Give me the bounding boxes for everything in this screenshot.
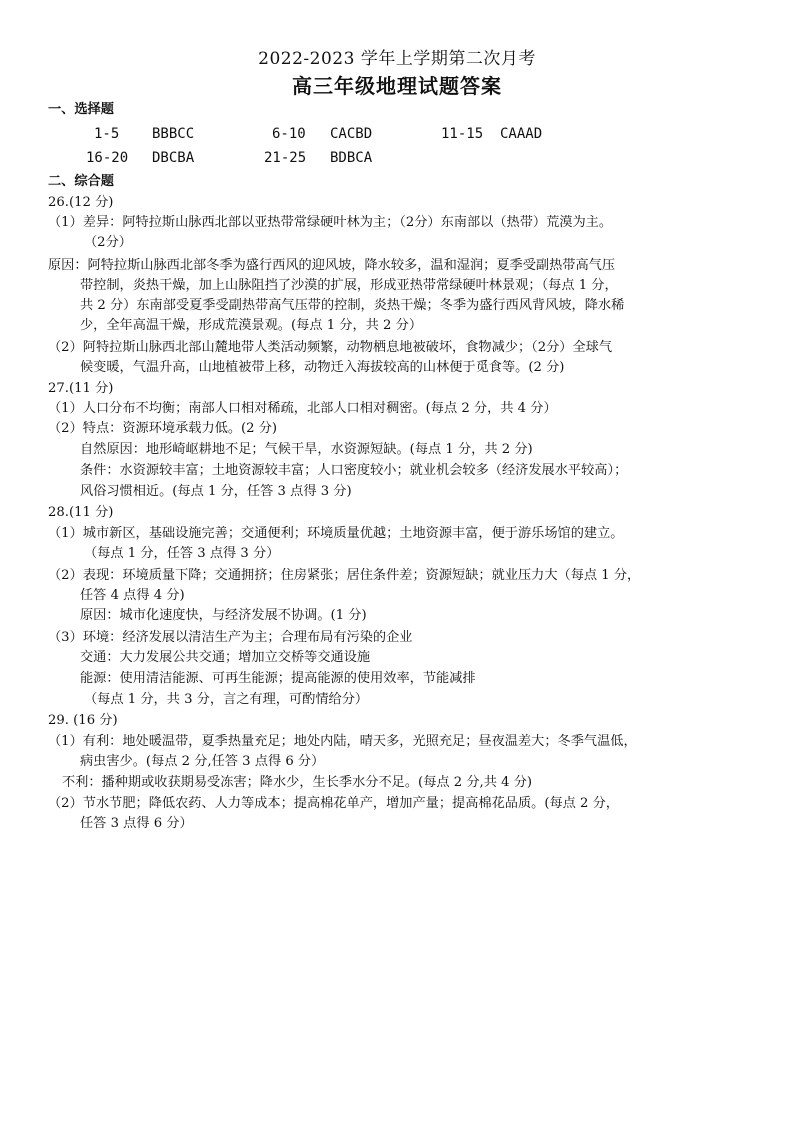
text-line: 26.(12 分) [48,195,114,210]
exam-title: 2022-2023 学年上学期第二次月考 [258,49,536,69]
text-line: （2）节水节肥；降低农药、人力等成本；提高棉花单产，增加产量；提高棉花品质。(每点 2 分， [48,796,619,811]
text-line: 少，全年高温干燥，形成荒漠景观。(每点 1 分，共 2 分） [80,318,423,333]
text-line: （3）环境：经济发展以清洁生产为主；合理布局有污染的企业 [48,630,413,645]
section-heading-choice: 一、选择题 [48,102,114,117]
answer-value: BBBCC [152,126,195,142]
text-line: （2）阿特拉斯山脉西北部山麓地带人类活动频繁，动物栖息地被破坏，食物减少；（2分）全球气 [48,340,613,355]
text-line: 任答 3 点得 6 分） [80,816,193,831]
answer-range: 1-5 [94,126,120,142]
text-line: 原因：阿特拉斯山脉西北部冬季为盛行西风的迎风坡，降水较多，温和湿润；夏季受副热带高气压 [48,258,616,273]
text-line: （1）人口分布不均衡；南部人口相对稀疏，北部人口相对稠密。(每点 2 分，共 4 分） [48,401,557,416]
text-line: 原因：城市化速度快，与经济发展不协调。(1 分) [80,608,367,623]
text-line: （每点 1 分，共 3 分，言之有理，可酌情给分） [84,692,369,707]
text-line: （每点 1 分，任答 3 点得 3 分） [84,546,280,561]
text-line: 27.(11 分) [48,381,114,396]
text-line: 条件：水资源较丰富；土地资源较丰富；人口密度较小；就业机会较多（经济发展水平较高）； [80,463,628,478]
text-line: 不利：播种期或收获期易受冻害；降水少，生长季水分不足。(每点 2 分,共 4 分) [62,775,533,790]
text-line: （1）有利：地处暖温带，夏季热量充足；地处内陆，晴天多，光照充足；昼夜温差大；冬季气温低， [48,734,637,749]
answer-value: CAAAD [500,126,543,142]
text-line: 任答 4 点得 4 分) [80,588,185,603]
text-line: （2）表现：环境质量下降；交通拥挤；住房紧张；居住条件差；资源短缺；就业压力大（每点 1 分， [48,568,641,583]
section-heading-comprehensive: 二、综合题 [48,174,114,189]
text-line: （2分） [84,235,132,250]
answer-value: DBCBA [152,150,195,166]
text-line: 自然原因：地形崎岖耕地不足；气候干旱，水资源短缺。(每点 1 分，共 2 分) [80,442,533,457]
text-line: 带控制，炎热干燥，加上山脉阻挡了沙漠的扩展，形成亚热带常绿硬叶林景观；（每点 1 分， [80,278,618,293]
answer-range: 21-25 [264,150,307,166]
answer-range: 11-15 [441,126,484,142]
answer-value: CACBD [330,126,373,142]
text-line: 共 2 分）东南部受夏季受副热带高气压带的控制，炎热干燥；冬季为盛行西风背风坡，降水稀 [80,298,625,313]
text-line: 病虫害少。(每点 2 分,任答 3 点得 6 分） [80,754,325,769]
text-line: 28.(11 分) [48,505,114,520]
text-line: 候变暖，气温升高，山地植被带上移，动物迁入海拔较高的山林便于觅食等。(2 分) [80,360,565,375]
answer-range: 16-20 [86,150,129,166]
text-line: 风俗习惯相近。(每点 1 分，任答 3 点得 3 分) [80,484,352,499]
text-line: （1）城市新区，基础设施完善；交通便利；环境质量优越；土地资源丰富，便于游乐场馆的建立。 [48,526,624,541]
text-line: （2）特点：资源环境承载力低。(2 分) [48,421,278,436]
answer-value: BDBCA [330,150,373,166]
text-line: 29. (16 分) [48,713,118,728]
answer-range: 6-10 [272,126,306,142]
answer-title: 高三年级地理试题答案 [292,74,502,98]
text-line: 交通：大力发展公共交通；增加立交桥等交通设施 [80,650,371,665]
text-line: 能源：使用清洁能源、可再生能源；提高能源的使用效率，节能减排 [80,671,476,686]
text-line: （1）差异：阿特拉斯山脉西北部以亚热带常绿硬叶林为主；（2分）东南部以（热带）荒漠为主。 [48,215,613,230]
